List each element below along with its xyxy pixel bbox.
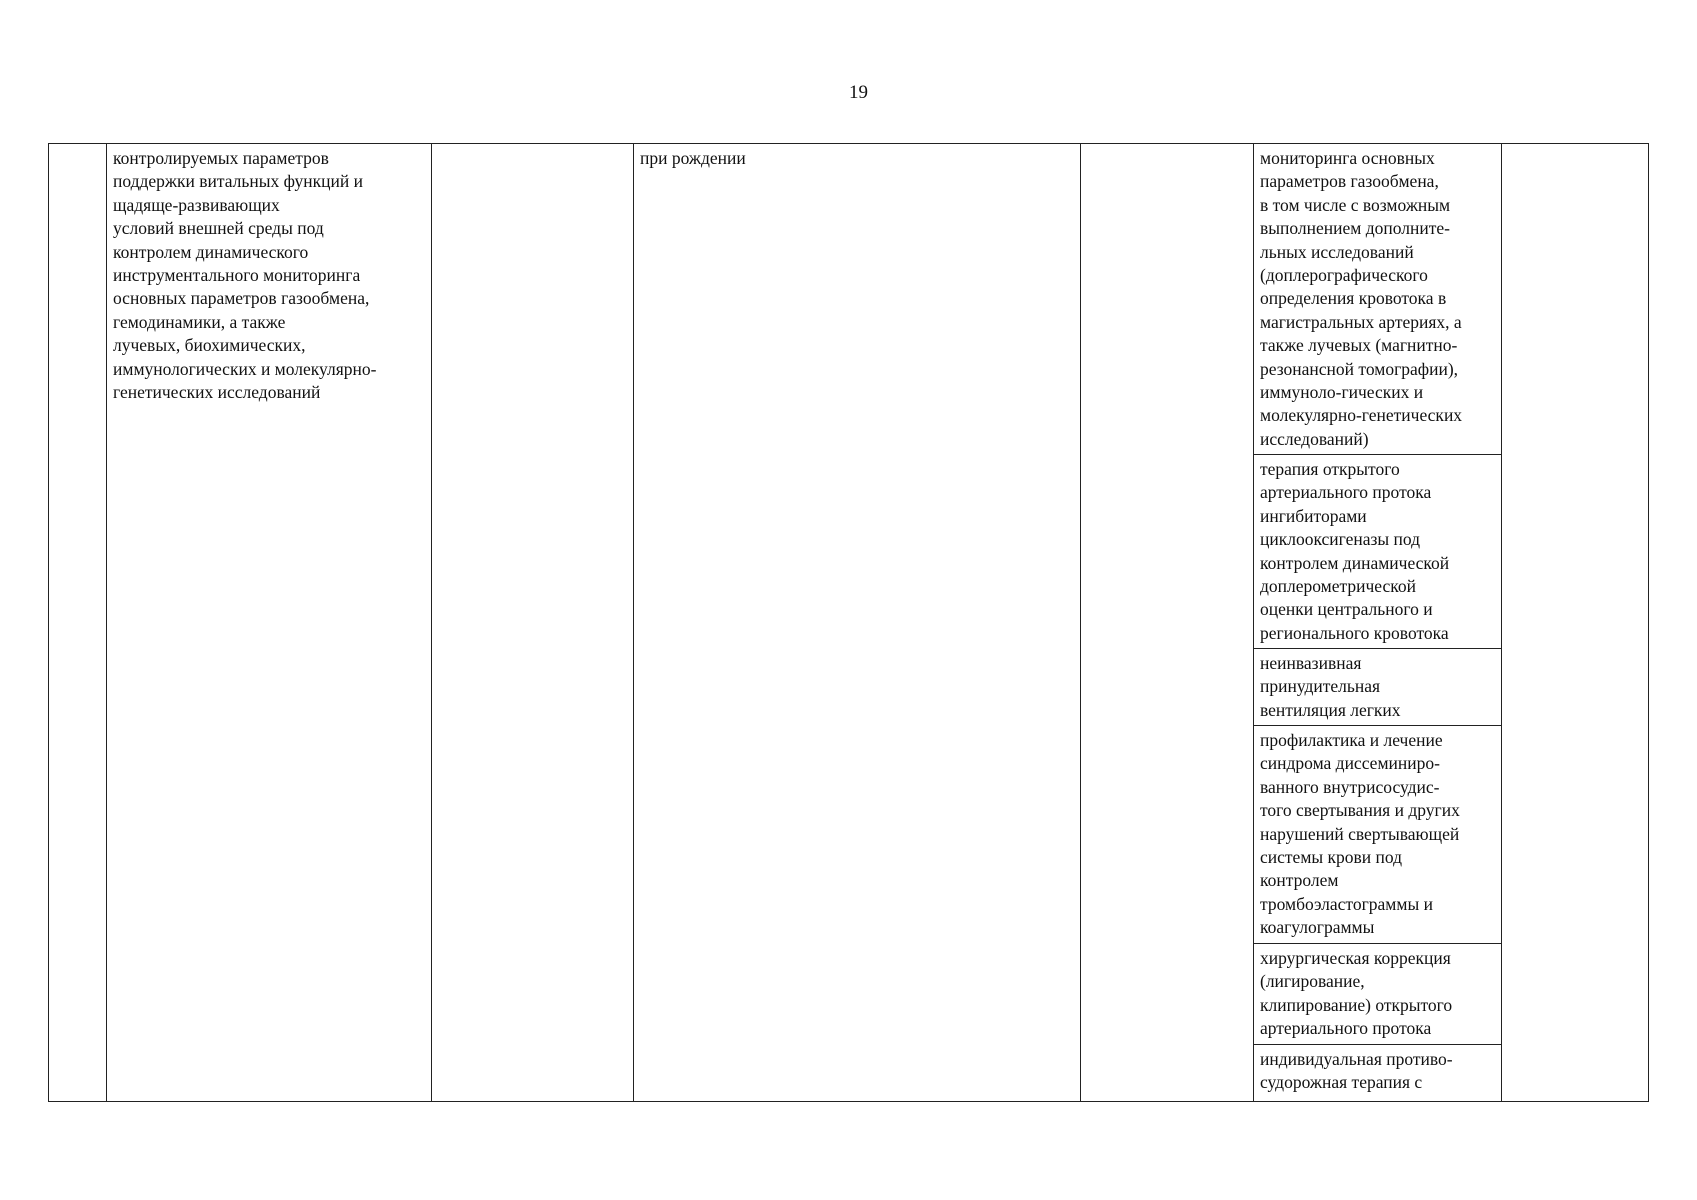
cell-col6-item xyxy=(1254,649,1502,726)
cell-col6-item xyxy=(1254,1045,1502,1102)
cell-col6-item xyxy=(1254,726,1502,944)
table-row xyxy=(49,144,1649,455)
timing-text: при рождении xyxy=(640,148,746,168)
cell-col6-item xyxy=(1254,944,1502,1045)
cell-col5 xyxy=(1081,144,1254,1102)
treatment-table xyxy=(48,143,1649,1102)
cell-col6-item xyxy=(1254,455,1502,649)
treatment-text: терапия открытого артериального протока ингибиторами циклооксигеназы под контролем динамической доплерометрической оценки центрального и регионального кровотока xyxy=(1260,459,1450,643)
page-number: 19 xyxy=(849,82,868,103)
cell-col4-timing xyxy=(634,144,1081,1102)
cell-col2-description xyxy=(107,144,432,1102)
cell-col6-item xyxy=(1254,144,1502,455)
treatment-text: индивидуальная противо- судорожная терапия с xyxy=(1260,1049,1453,1093)
cell-col7 xyxy=(1502,144,1649,1102)
treatment-text: мониторинга основных параметров газообмена, в том числе с возможным выполнением дополните- льных исследований (доплерографического определения кровотока в магистральных артериях, а также лучевых (магнитно- резонансной томографии), иммуноло-гических и молекулярно-генетических исследований) xyxy=(1260,148,1463,449)
description-text: контролируемых параметров поддержки витальных функций и щадяще-развивающих условий внешней среды под контролем динамического инструментального мониторинга основных параметров газообмена, гемодинамики, а также лучевых, биохимических, иммунологических и молекулярно- генетических исследований xyxy=(113,148,377,403)
treatment-text: хирургическая коррекция (лигирование, клипирование) открытого артериального протока xyxy=(1260,948,1453,1039)
treatment-text: профилактика и лечение синдрома диссеминиро- ванного внутрисосудис- того свертывания и других нарушений свертывающей системы крови под контролем тромбоэластограммы и коагулограммы xyxy=(1260,730,1460,938)
treatment-text: неинвазивная принудительная вентиляция легких xyxy=(1260,653,1401,720)
cell-col1 xyxy=(49,144,107,1102)
cell-col3 xyxy=(432,144,634,1102)
